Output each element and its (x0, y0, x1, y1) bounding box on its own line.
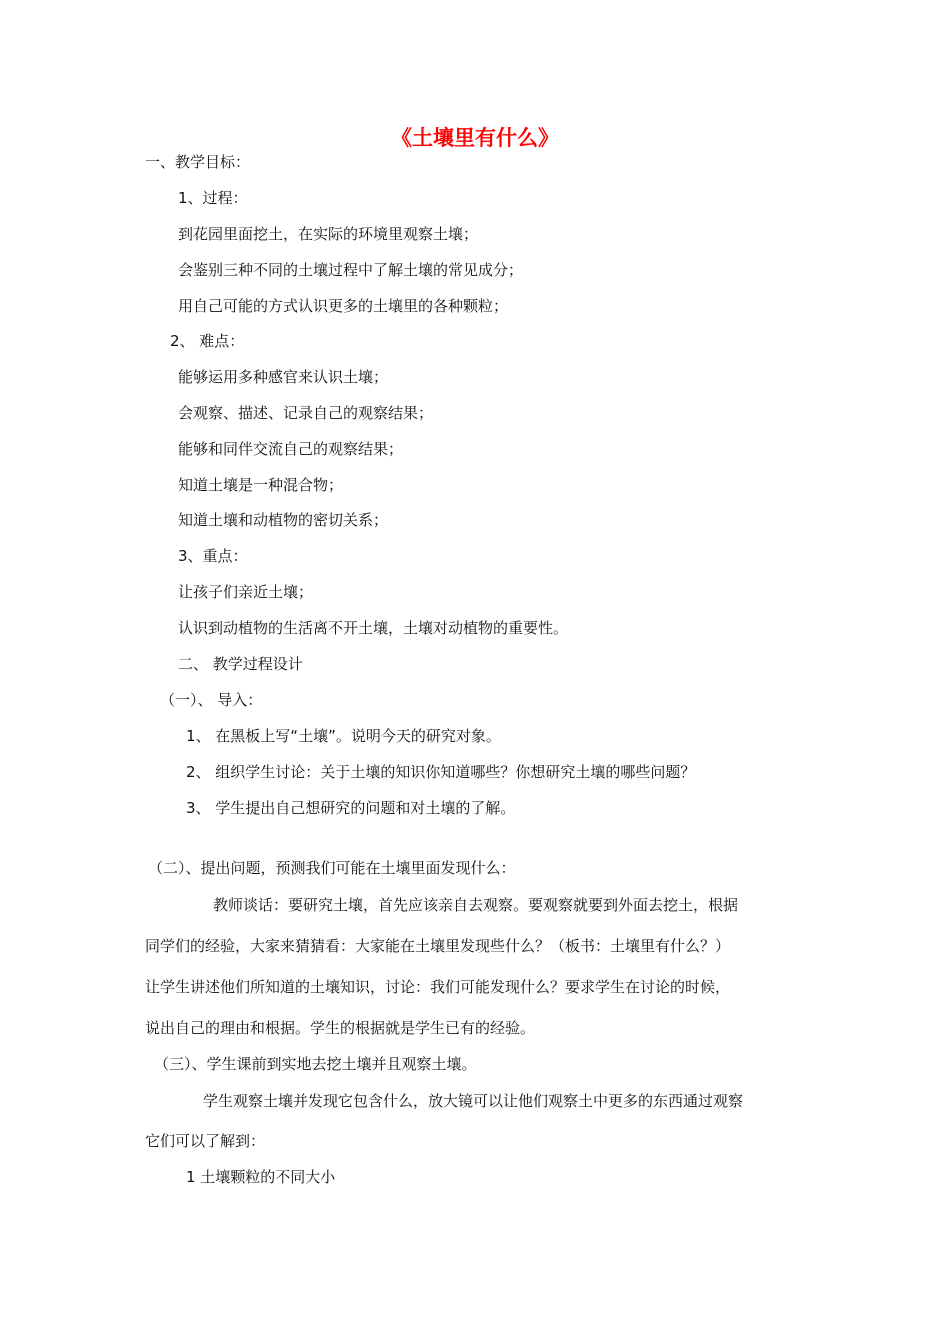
paragraph-line: 同学们的经验，大家来猜猜看：大家能在土壤里发现些什么？（板书：土壤里有什么？） (145, 937, 731, 955)
text-line: 知道土壤和动植物的密切关系； (178, 511, 389, 529)
section-heading-goals: 一、教学目标： (145, 153, 251, 171)
subheading-process: 1、过程： (178, 189, 248, 207)
text-line: 能够运用多种感官来认识土壤； (178, 368, 389, 386)
text-line: 认识到动植物的生活离不开土壤，土壤对动植物的重要性。 (178, 619, 569, 637)
subheading-difficulty: 2、 难点： (170, 332, 245, 350)
text-line: 会鉴别三种不同的土壤过程中了解土壤的常见成分； (178, 261, 524, 279)
text-line: 会观察、描述、记录自己的观察结果； (178, 404, 434, 422)
text-line: 用自己可能的方式认识更多的土壤里的各种颗粒； (178, 297, 509, 315)
subsection-heading-observe: （三）、学生课前到实地去挖土壤并且观察土壤。 (154, 1055, 477, 1073)
text-line: 到花园里面挖土，在实际的环境里观察土壤； (178, 225, 479, 243)
section-heading-process-design: 二、 教学过程设计 (178, 655, 303, 673)
paragraph-line: 让学生讲述他们所知道的土壤知识，讨论：我们可能发现什么？要求学生在讨论的时候， (145, 978, 731, 996)
subsection-heading-questions: （二）、提出问题，预测我们可能在土壤里面发现什么： (148, 859, 516, 877)
list-item: 2、 组织学生讨论：关于土壤的知识你知道哪些？你想研究土壤的哪些问题？ (186, 763, 696, 781)
text-line: 能够和同伴交流自己的观察结果； (178, 440, 404, 458)
paragraph-line: 它们可以了解到： (145, 1132, 266, 1150)
subsection-heading-intro: （一）、 导入： (160, 691, 263, 709)
text-line: 让孩子们亲近土壤； (178, 583, 314, 601)
document-title: 《土壤里有什么》 (391, 126, 559, 150)
subheading-key-points: 3、重点： (178, 547, 248, 565)
paragraph-line: 说出自己的理由和根据。学生的根据就是学生已有的经验。 (145, 1019, 536, 1037)
paragraph-line: 学生观察土壤并发现它包含什么，放大镜可以让他们观察土中更多的东西通过观察 (203, 1092, 744, 1110)
text-line: 知道土壤是一种混合物； (178, 476, 344, 494)
list-item: 3、 学生提出自己想研究的问题和对土壤的了解。 (186, 799, 516, 817)
list-item: 1、 在黑板上写“土壤”。说明今天的研究对象。 (186, 727, 501, 745)
paragraph-line: 教师谈话：要研究土壤，首先应该亲自去观察。要观察就要到外面去挖土，根据 (213, 896, 739, 914)
list-item: 1 土壤颗粒的不同大小 (186, 1168, 336, 1186)
